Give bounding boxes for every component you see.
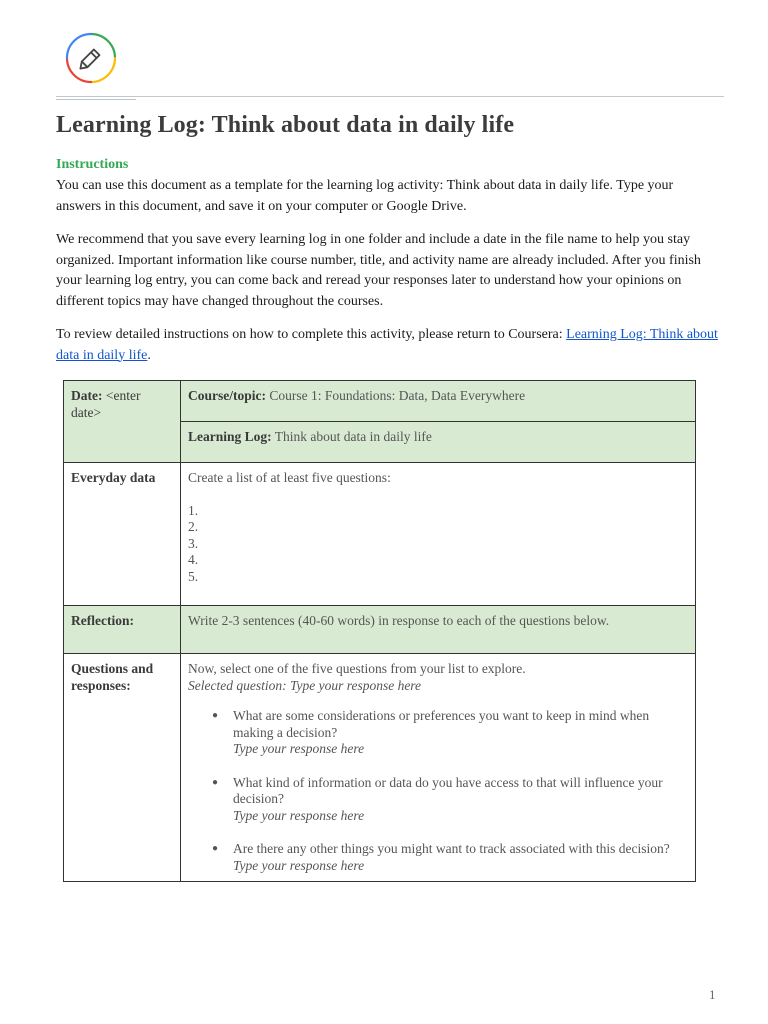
- course-topic-cell[interactable]: [181, 381, 696, 422]
- instructions-heading: Instructions: [56, 157, 129, 172]
- question-text: What are some considerations or preferences you want to keep in mind when making a decision?: [233, 708, 650, 740]
- questions-responses-cell[interactable]: [181, 654, 696, 882]
- list-item: [188, 775, 688, 825]
- response-field[interactable]: Type your response here: [233, 857, 365, 873]
- bullet-icon: ●: [212, 776, 219, 788]
- everyday-prompt: Create a list of at least five questions:: [188, 470, 391, 485]
- review-paragraph: [56, 325, 721, 366]
- review-end: .: [147, 347, 151, 363]
- question-text: Are there any other things you might want to track associated with this decision?: [233, 841, 670, 856]
- course-value: Course 1: Foundations: Data, Data Everywhere: [266, 388, 526, 403]
- table-row: [64, 654, 696, 882]
- table-row: [64, 606, 696, 654]
- question-list: [188, 503, 688, 586]
- list-item: [188, 841, 688, 874]
- everyday-data-label: Everyday data: [64, 463, 181, 606]
- reflection-questions-list: [188, 708, 688, 874]
- response-field[interactable]: Type your response here: [233, 807, 365, 823]
- question-text: What kind of information or data do you have access to that will influence your decision?: [233, 774, 663, 806]
- list-item[interactable]: 2.: [188, 519, 199, 534]
- qr-intro: Now, select one of the five questions from your list to explore.: [188, 661, 526, 676]
- table-row: [64, 381, 696, 422]
- list-item: [188, 708, 688, 758]
- log-value: Think about data in daily life: [271, 429, 432, 444]
- coursera-activity-link[interactable]: Learning Log: Think about data in daily life: [56, 327, 718, 363]
- selected-question-field[interactable]: Selected question: Type your response here: [188, 677, 422, 693]
- reflection-instruction: Write 2-3 sentences (40-60 words) in response to each of the questions below.: [181, 606, 696, 654]
- header-divider: [56, 96, 724, 97]
- list-item[interactable]: 5.: [188, 568, 199, 584]
- list-item[interactable]: 1.: [188, 502, 199, 518]
- pencil-logo-icon: [64, 31, 118, 85]
- date-cell[interactable]: [64, 381, 181, 463]
- header-accent-line: [56, 99, 136, 100]
- reflection-label: Reflection:: [64, 606, 181, 654]
- bullet-icon: ●: [212, 710, 219, 721]
- learning-log-table: [63, 380, 696, 882]
- questions-responses-label: Questions and responses:: [64, 654, 181, 882]
- date-value: <enter date>: [71, 388, 141, 420]
- response-field[interactable]: Type your response here: [233, 741, 365, 756]
- review-text: To review detailed instructions on how to complete this activity, please return to Coursera:: [56, 327, 567, 342]
- list-item[interactable]: 4.: [188, 552, 199, 567]
- page-number: 1: [709, 987, 716, 1002]
- table-row: [64, 463, 696, 606]
- intro-paragraph: You can use this document as a template for the learning log activity: Think about data in daily life. Type your answers in this document, and save it on your computer or Google Drive.: [56, 178, 674, 214]
- page-title: Learning Log: Think about data in daily life: [56, 112, 515, 138]
- recommendation-paragraph: We recommend that you save every learning log in one folder and include a date in the file name to help you stay organized. Important information like course number, title, and activity name are already included. After you finish your learning log entry, you can come back and reread your responses later to understand how your opinions on different topics may have changed throughout the courses.: [56, 232, 701, 309]
- everyday-data-cell[interactable]: [181, 463, 696, 606]
- date-label: Date:: [71, 388, 103, 403]
- learning-log-cell[interactable]: [181, 422, 696, 463]
- bullet-icon: ●: [212, 843, 219, 854]
- list-item[interactable]: 3.: [188, 535, 199, 551]
- course-label: Course/topic:: [188, 388, 266, 403]
- log-label: Learning Log:: [188, 429, 272, 444]
